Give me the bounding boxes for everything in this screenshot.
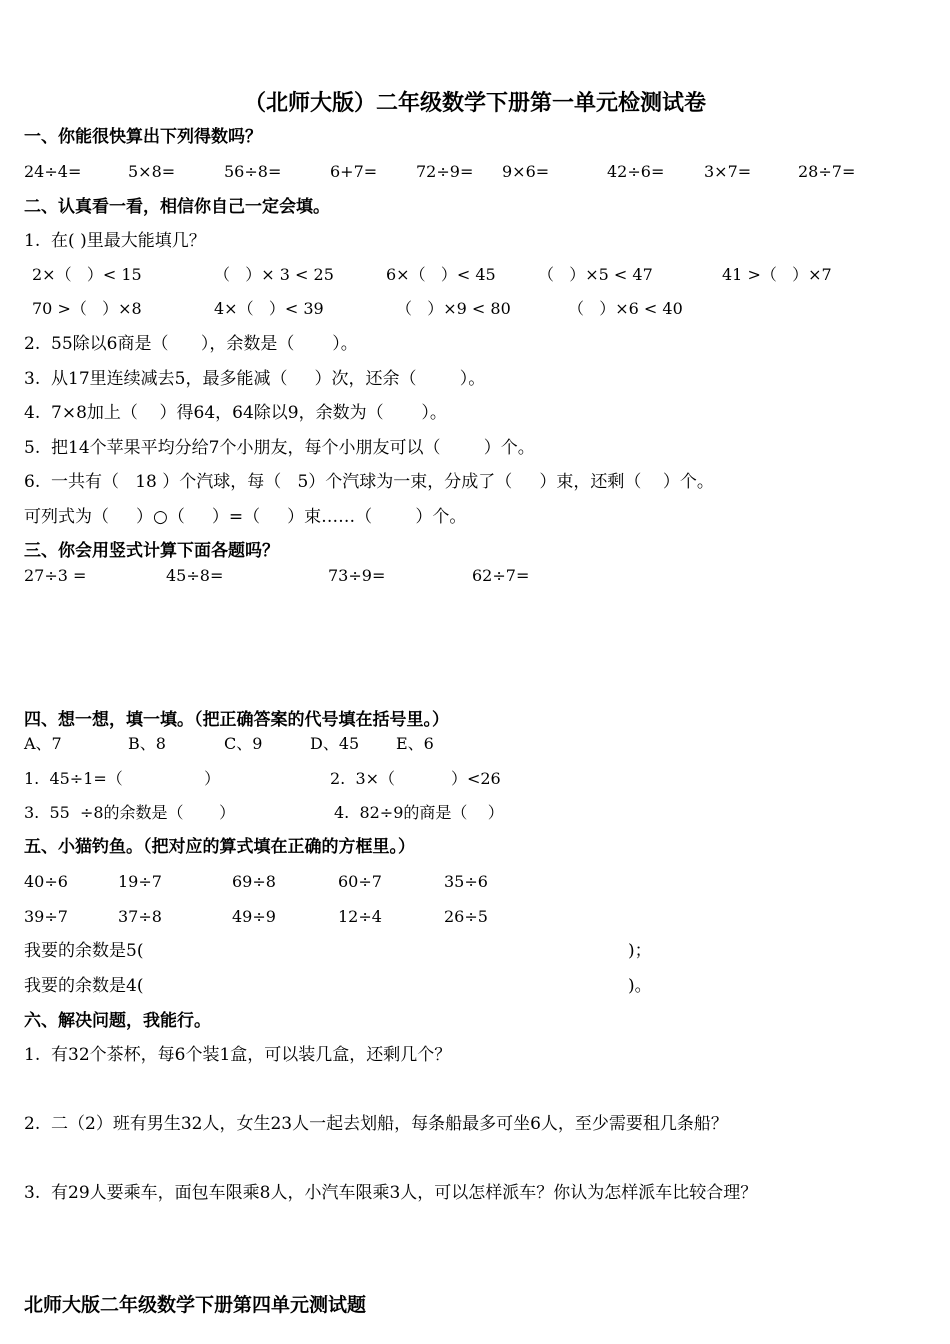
next-test-title: 北师大版二年级数学下册第四单元测试题 [24,1294,367,1316]
section2-q1: 1. 在( )里最大能填几？ [24,231,206,251]
calc-item: 6+7= [330,162,378,181]
calc-item: 62÷7= [472,566,530,585]
fill-item: 2×（ ）< 15 [32,265,142,284]
fill-item: 4×（ ）< 39 [214,299,324,318]
section2-q6-formula: 可列式为（ ）○（ ）=（ ）束……（ ）个。 [24,507,467,527]
option-item: A、7 [24,734,62,753]
section6-heading: 六、解决问题，我能行。 [24,1011,211,1031]
calc-item: 12÷4 [338,907,382,926]
calc-item: 69÷8 [232,872,276,891]
calc-item: 26÷5 [444,907,488,926]
calc-item: 35÷6 [444,872,488,891]
section4-q3: 3. 55 ÷8的余数是（ ） [24,803,236,822]
calc-item: 28÷7= [798,162,856,181]
remainder5-label: 我要的余数是5( [24,941,144,961]
calc-item: 45÷8= [166,566,224,585]
section1-heading: 一、你能很快算出下列得数吗？ [24,127,262,147]
calc-item: 40÷6 [24,872,68,891]
page-title: （北师大版）二年级数学下册第一单元检测试卷 [243,91,706,116]
calc-item: 56÷8= [224,162,282,181]
section2-q6: 6. 一共有（ 18 ）个汽球，每（ 5）个汽球为一束，分成了（ ）束，还剩（ ）个。 [24,472,714,492]
calc-item: 37÷8 [118,907,162,926]
option-item: D、45 [310,734,360,753]
fill-item: （ ）× 3 < 25 [214,265,334,284]
fill-item: 70 >（ ）×8 [32,299,142,318]
calc-item: 27÷3 = [24,566,87,585]
section4-heading: 四、想一想，填一填。（把正确答案的代号填在括号里。） [24,710,449,730]
section2-q3: 3. 从17里连续减去5，最多能减（ ）次，还余（ ）。 [24,369,486,389]
calc-item: 24÷4= [24,162,82,181]
section5-heading: 五、小猫钓鱼。（把对应的算式填在正确的方框里。） [24,837,415,857]
remainder4-end: )。 [628,976,652,996]
option-item: B、8 [128,734,166,753]
calc-item: 39÷7 [24,907,68,926]
section2-q4: 4. 7×8加上（ ）得64，64除以9，余数为（ ）。 [24,403,447,423]
section4-q4: 4. 82÷9的商是（ ） [334,803,504,822]
calc-item: 5×8= [128,162,176,181]
fill-item: 41 >（ ）×7 [722,265,832,284]
remainder4-label: 我要的余数是4( [24,976,144,996]
fill-item: （ ）×5 < 47 [538,265,653,284]
option-item: C、9 [224,734,263,753]
fill-item: （ ）×6 < 40 [568,299,683,318]
section6-q2: 2. 二（2）班有男生32人，女生23人一起去划船，每条船最多可坐6人，至少需要租几条船？ [24,1114,728,1134]
calc-item: 49÷9 [232,907,276,926]
remainder5-end: )； [628,941,652,961]
section4-q1: 1. 45÷1=（ ） [24,769,221,788]
fill-item: 6×（ ）< 45 [386,265,496,284]
calc-item: 3×7= [704,162,752,181]
section6-q3: 3. 有29人要乘车，面包车限乘8人，小汽车限乘3人，可以怎样派车？你认为怎样派车比较合理？ [24,1183,758,1203]
section2-q5: 5. 把14个苹果平均分给7个小朋友，每个小朋友可以（ ）个。 [24,438,535,458]
section2-q2: 2. 55除以6商是（ ），余数是（ ）。 [24,334,358,354]
section3-heading: 三、你会用竖式计算下面各题吗？ [24,541,279,561]
section2-heading: 二、认真看一看，相信你自己一定会填。 [24,197,330,217]
calc-item: 60÷7 [338,872,382,891]
calc-item: 19÷7 [118,872,162,891]
section6-q1: 1. 有32个茶杯，每6个装1盒，可以装几盒，还剩几个？ [24,1045,452,1065]
option-item: E、6 [396,734,434,753]
calc-item: 42÷6= [607,162,665,181]
calc-item: 72÷9= [416,162,474,181]
fill-item: （ ）×9 < 80 [396,299,511,318]
calc-item: 9×6= [502,162,550,181]
section4-q2: 2. 3×（ ）<26 [330,769,501,788]
calc-item: 73÷9= [328,566,386,585]
